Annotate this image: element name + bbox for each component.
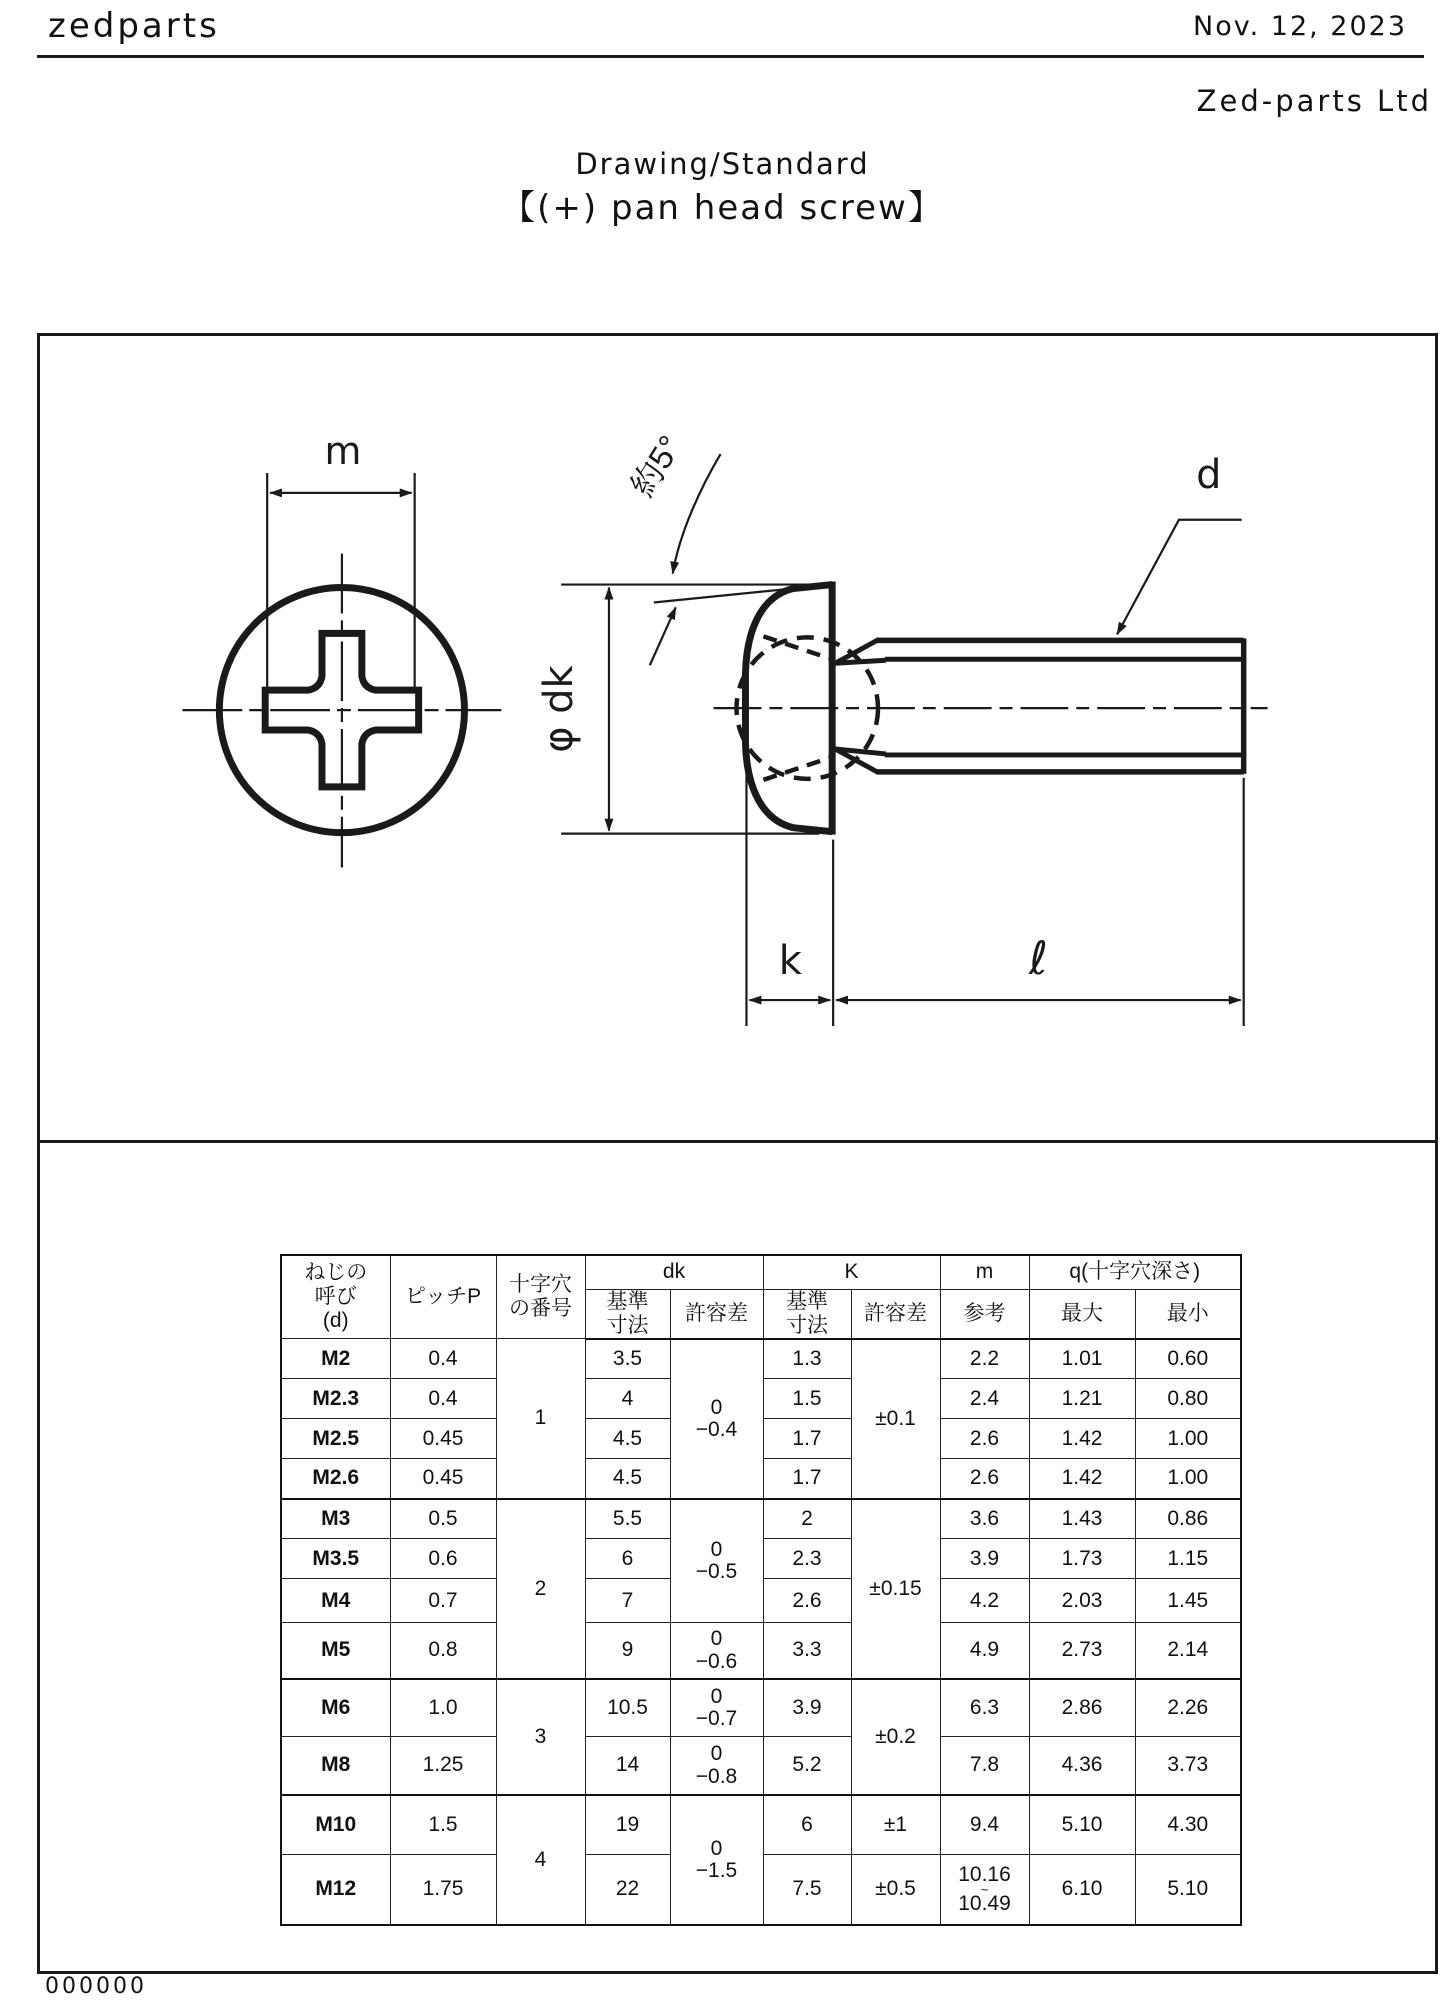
table-cell: 1.43	[1029, 1499, 1135, 1539]
column-header: m	[940, 1255, 1029, 1289]
table-cell: 0.6	[390, 1539, 496, 1579]
table-cell: 1.45	[1135, 1579, 1241, 1623]
size-designation-cell: M6	[281, 1679, 390, 1737]
table-cell: 2.2	[940, 1339, 1029, 1379]
table-cell: 7.5	[763, 1855, 851, 1925]
table-cell: 2.26	[1135, 1679, 1241, 1737]
column-subheader: 参考	[940, 1289, 1029, 1339]
table-cell: 2.14	[1135, 1623, 1241, 1679]
dk-label: φ dk	[536, 665, 583, 753]
size-designation-cell: M3.5	[281, 1539, 390, 1579]
table-cell: 2.73	[1029, 1623, 1135, 1679]
table-cell: 1.75	[390, 1855, 496, 1925]
table-cell: 1.5	[763, 1379, 851, 1419]
size-designation-cell: M4	[281, 1579, 390, 1623]
table-cell: 22	[585, 1855, 670, 1925]
column-header: ピッチP	[390, 1255, 496, 1339]
table-cell: 0 −0.5	[670, 1499, 763, 1623]
table-cell: 0 −1.5	[670, 1795, 763, 1925]
table-cell: 0 −0.4	[670, 1339, 763, 1499]
table-cell: 6	[585, 1539, 670, 1579]
column-header: 十字穴 の番号	[496, 1255, 585, 1339]
table-cell: 9.4	[940, 1795, 1029, 1855]
table-cell: 7	[585, 1579, 670, 1623]
table-cell: 5.10	[1029, 1795, 1135, 1855]
table-cell: 4	[585, 1379, 670, 1419]
angle-lower-arrow	[650, 607, 676, 665]
m-label: m	[324, 428, 362, 473]
screw-shaft	[714, 638, 1268, 774]
size-designation-cell: M2	[281, 1339, 390, 1379]
dimension-table	[280, 1254, 1242, 1926]
logo-text: zedparts	[48, 6, 220, 46]
table-cell: ±0.15	[851, 1499, 940, 1679]
table-cell: 5.5	[585, 1499, 670, 1539]
table-cell: 2.6	[763, 1579, 851, 1623]
angle-annotation	[650, 454, 832, 665]
size-designation-cell: M2.5	[281, 1419, 390, 1459]
table-cell: 4.9	[940, 1623, 1029, 1679]
table-cell: 2.3	[763, 1539, 851, 1579]
table-cell: 5.10	[1135, 1855, 1241, 1925]
table-cell: 1.0	[390, 1679, 496, 1737]
table-cell: 0.4	[390, 1379, 496, 1419]
table-cell: 10.5	[585, 1679, 670, 1737]
length-label: ℓ	[1028, 931, 1048, 986]
top-view	[182, 429, 501, 868]
column-header: dk	[585, 1255, 763, 1289]
table-cell: 1.25	[390, 1737, 496, 1795]
size-designation-cell: M5	[281, 1623, 390, 1679]
size-designation-cell: M12	[281, 1855, 390, 1925]
k-label: k	[778, 938, 802, 985]
table-cell: 2.86	[1029, 1679, 1135, 1737]
table-cell: 3.73	[1135, 1737, 1241, 1795]
table-cell: 2	[763, 1499, 851, 1539]
table-cell: 0.80	[1135, 1379, 1241, 1419]
table-cell: ±0.1	[851, 1339, 940, 1499]
table-cell: 1	[496, 1339, 585, 1499]
table-cell: 2.4	[940, 1379, 1029, 1419]
column-subheader: 基準 寸法	[585, 1289, 670, 1339]
table-cell: 0.45	[390, 1419, 496, 1459]
length-dimension	[836, 778, 1244, 1026]
table-cell: 5.2	[763, 1737, 851, 1795]
table-cell: 3.5	[585, 1339, 670, 1379]
table-cell: 4.2	[940, 1579, 1029, 1623]
table-cell: 1.7	[763, 1419, 851, 1459]
doc-type-label: Drawing/Standard	[575, 147, 870, 181]
table-row	[281, 1737, 1241, 1795]
table-cell: 1.42	[1029, 1459, 1135, 1499]
table-cell: 7.8	[940, 1737, 1029, 1795]
table-cell: 10.16 ~ 10.49	[940, 1855, 1029, 1925]
table-cell: 1.73	[1029, 1539, 1135, 1579]
angle-label: 約5°	[623, 428, 689, 503]
table-cell: 4.5	[585, 1459, 670, 1499]
d-annotation	[1117, 520, 1242, 635]
table-cell: 3.9	[940, 1539, 1029, 1579]
table-cell: 1.00	[1135, 1419, 1241, 1459]
table-cell: 1.01	[1029, 1339, 1135, 1379]
table-cell: ±0.5	[851, 1855, 940, 1925]
table-cell: 0 −0.7	[670, 1679, 763, 1737]
d-label: d	[1196, 451, 1222, 498]
table-cell: 0.8	[390, 1623, 496, 1679]
table-row	[281, 1679, 1241, 1737]
side-view	[536, 429, 1268, 1026]
table-cell: 3.3	[763, 1623, 851, 1679]
table-cell: 3.6	[940, 1499, 1029, 1539]
table-cell: ±1	[851, 1795, 940, 1855]
table-cell: 3	[496, 1679, 585, 1795]
column-subheader: 最大	[1029, 1289, 1135, 1339]
size-designation-cell: M3	[281, 1499, 390, 1539]
column-subheader: 許容差	[670, 1289, 763, 1339]
table-cell: 19	[585, 1795, 670, 1855]
table-cell: 0 −0.6	[670, 1623, 763, 1679]
table-cell: 14	[585, 1737, 670, 1795]
table-cell: 1.21	[1029, 1379, 1135, 1419]
size-designation-cell: M2.3	[281, 1379, 390, 1419]
company-name: Zed-parts Ltd	[1196, 84, 1432, 118]
screw-technical-drawing	[40, 336, 1435, 1140]
table-cell: 6.3	[940, 1679, 1029, 1737]
size-designation-cell: M8	[281, 1737, 390, 1795]
table-row	[281, 1499, 1241, 1539]
table-cell: 1.42	[1029, 1419, 1135, 1459]
table-cell: 1.3	[763, 1339, 851, 1379]
column-subheader: 基準 寸法	[763, 1289, 851, 1339]
column-header: ねじの 呼び (d)	[281, 1255, 390, 1339]
table-cell: 2.6	[940, 1459, 1029, 1499]
drawing-frame	[37, 333, 1438, 1974]
table-header	[281, 1255, 1241, 1339]
table-cell: 1.00	[1135, 1459, 1241, 1499]
table-row	[281, 1795, 1241, 1855]
table-cell: 6	[763, 1795, 851, 1855]
table-cell: 4.30	[1135, 1795, 1241, 1855]
table-cell: 1.5	[390, 1795, 496, 1855]
column-subheader: 最小	[1135, 1289, 1241, 1339]
column-header: K	[763, 1255, 940, 1289]
table-cell: 0.4	[390, 1339, 496, 1379]
table-cell: 0.60	[1135, 1339, 1241, 1379]
table-cell: 6.10	[1029, 1855, 1135, 1925]
date-text: Nov. 12, 2023	[1193, 11, 1407, 42]
header-rule	[37, 55, 1424, 58]
document-number: 000000	[45, 1974, 147, 1999]
table-body	[281, 1339, 1241, 1925]
page-title: 【(+) pan head screw】	[501, 188, 944, 228]
table-cell: 1.7	[763, 1459, 851, 1499]
size-designation-cell: M10	[281, 1795, 390, 1855]
table-cell: 9	[585, 1623, 670, 1679]
table-row	[281, 1623, 1241, 1679]
table-row	[281, 1339, 1241, 1379]
column-subheader: 許容差	[851, 1289, 940, 1339]
table-cell: 0.45	[390, 1459, 496, 1499]
table-cell: 2.03	[1029, 1579, 1135, 1623]
size-designation-cell: M2.6	[281, 1459, 390, 1499]
table-cell: 2.6	[940, 1419, 1029, 1459]
table-cell: 0 −0.8	[670, 1737, 763, 1795]
table-cell: 3.9	[763, 1679, 851, 1737]
table-cell: 0.7	[390, 1579, 496, 1623]
table-cell: 0.86	[1135, 1499, 1241, 1539]
table-cell: 2	[496, 1499, 585, 1679]
column-header: q(十字穴深さ)	[1029, 1255, 1241, 1289]
table-cell: 4.36	[1029, 1737, 1135, 1795]
table-cell: ±0.2	[851, 1679, 940, 1795]
table-cell: 1.15	[1135, 1539, 1241, 1579]
table-cell: 0.5	[390, 1499, 496, 1539]
table-cell: 4	[496, 1795, 585, 1925]
table-cell: 4.5	[585, 1419, 670, 1459]
panel-divider	[40, 1140, 1435, 1143]
angle-leader	[673, 454, 721, 574]
